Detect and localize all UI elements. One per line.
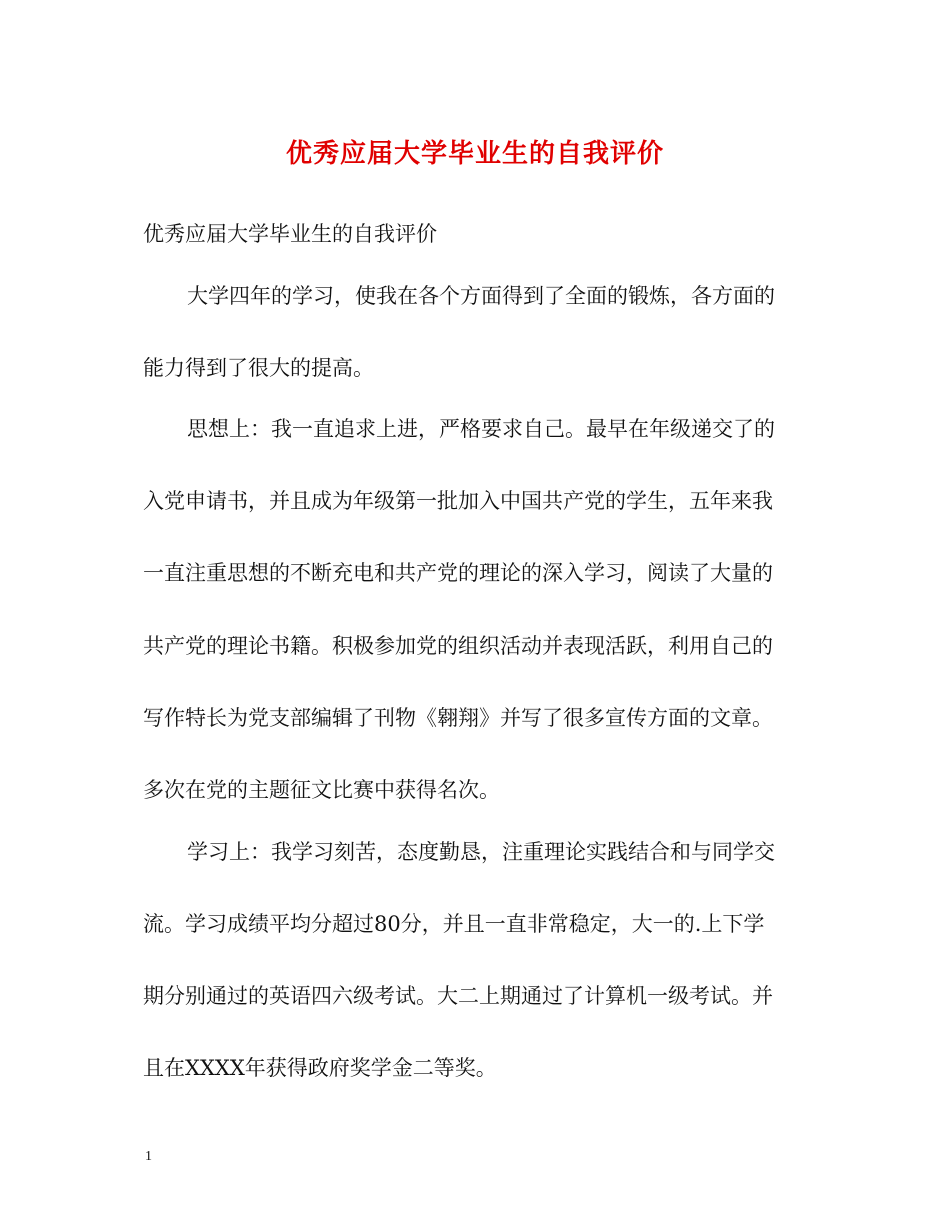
paragraph-line: 多次在党的主题征文比赛中获得名次。 — [143, 778, 500, 802]
page-number: 1 — [145, 1149, 152, 1164]
paragraph-line: 学习上：我学习刻苦，态度勤恳，注重理论实践结合和与同学交 — [187, 840, 775, 864]
paragraph-line: 共产党的理论书籍。积极参加党的组织活动并表现活跃，利用自己的 — [143, 634, 773, 658]
paragraph-line: 且在XXXX年获得政府奖学金二等奖。 — [143, 1056, 497, 1080]
document-subtitle: 优秀应届大学毕业生的自我评价 — [143, 222, 437, 246]
paragraph-line: 期分别通过的英语四六级考试。大二上期通过了计算机一级考试。并 — [143, 984, 773, 1008]
document-title: 优秀应届大学毕业生的自我评价 — [285, 139, 664, 169]
paragraph-line: 思想上：我一直追求上进，严格要求自己。最早在年级递交了的 — [187, 417, 775, 441]
paragraph-line: 一直注重思想的不断充电和共产党的理论的深入学习，阅读了大量的 — [143, 561, 773, 585]
paragraph-line: 流。学习成绩平均分超过80分，并且一直非常稳定，大一的.上下学 — [143, 912, 765, 936]
paragraph-line: 写作特长为党支部编辑了刊物《翱翔》并写了很多宣传方面的文章。 — [143, 706, 773, 730]
paragraph-line: 入党申请书，并且成为年级第一批加入中国共产党的学生，五年来我 — [143, 489, 773, 513]
paragraph-line: 大学四年的学习，使我在各个方面得到了全面的锻炼，各方面的 — [187, 284, 775, 308]
paragraph-line: 能力得到了很大的提高。 — [143, 356, 374, 380]
